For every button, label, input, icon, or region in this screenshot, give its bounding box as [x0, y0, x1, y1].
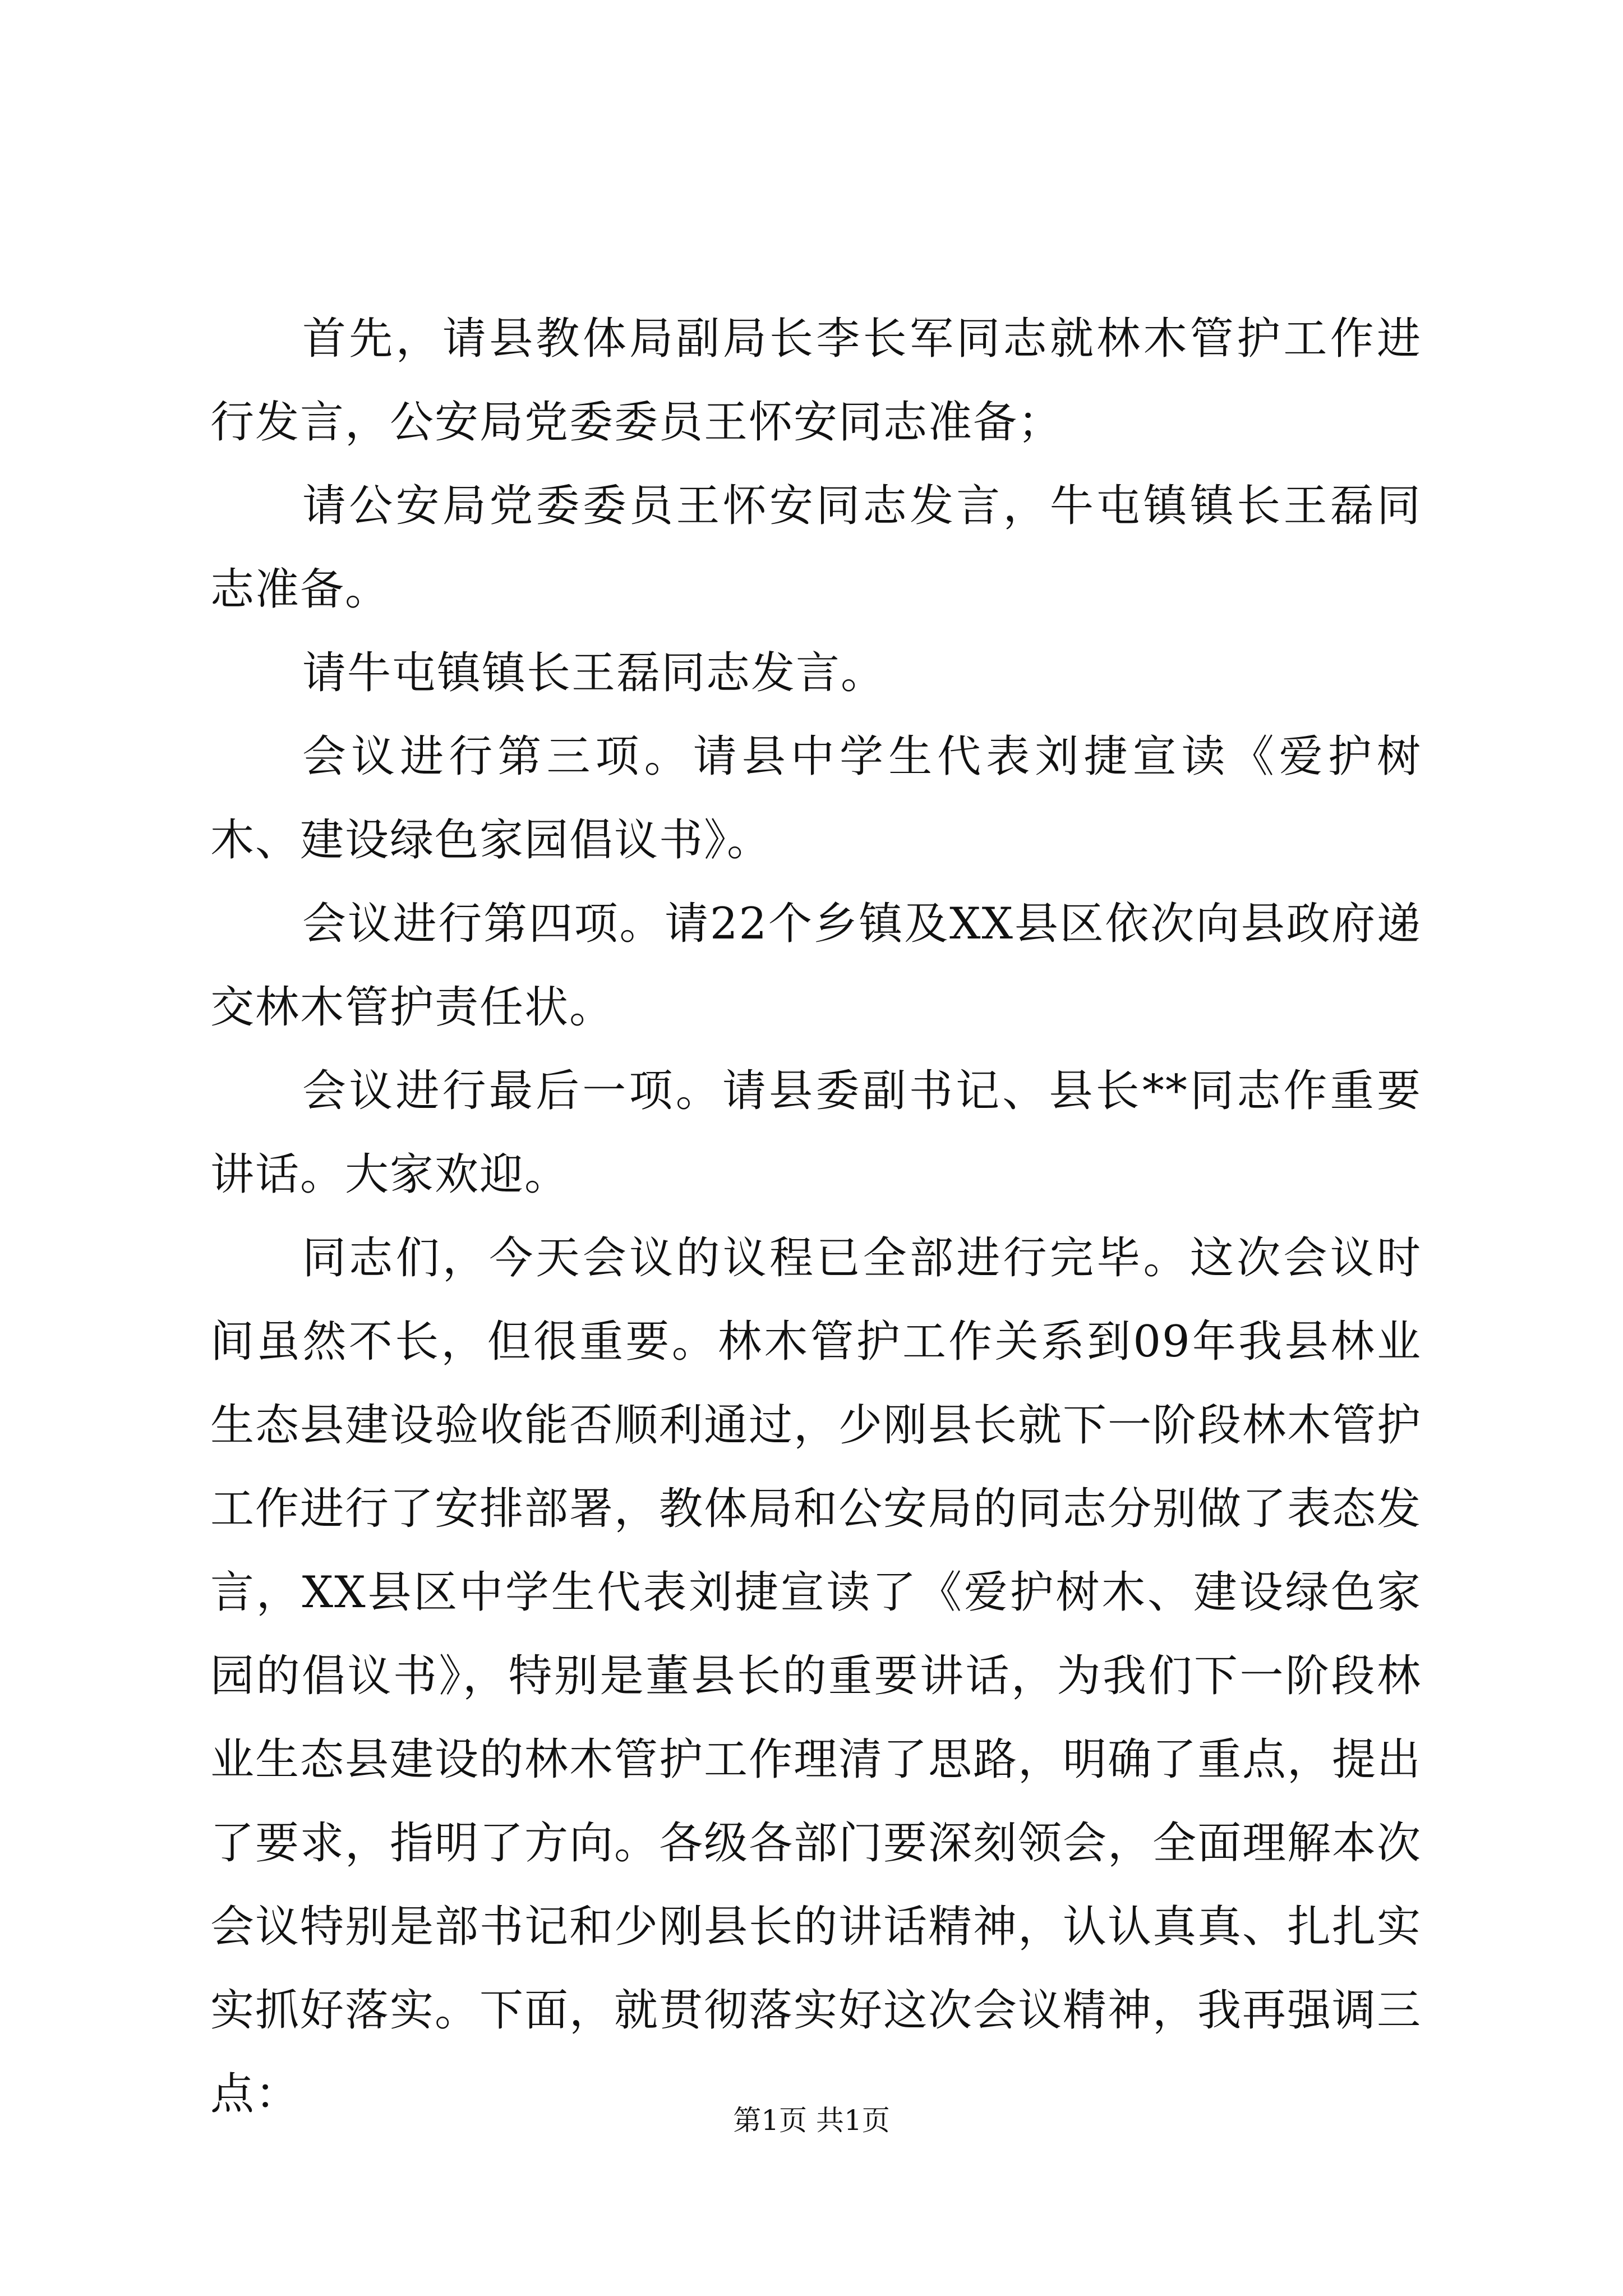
paragraph-town-mayor-speaker: 请牛屯镇镇长王磊同志发言。 — [302, 648, 886, 698]
paragraph-agenda-final-item: 会议进行最后一项。请县委副书记、县长**同志作重要讲话。大家欢迎。 — [210, 1066, 1422, 1200]
paragraph-agenda-item-three: 会议进行第三项。请县中学生代表刘捷宣读《爱护树木、建设绿色家园倡议书》。 — [210, 731, 1422, 866]
page-footer: 第1页 共1页 — [733, 2104, 890, 2137]
paragraph-agenda-item-four: 会议进行第四项。请22个乡镇及XX县区依次向县政府递交林木管护责任状。 — [210, 899, 1422, 1033]
paragraph-opening-speakers: 首先，请县教体局副局长李长军同志就林木管护工作进行发言，公安局党委委员王怀安同志准备； — [210, 314, 1422, 448]
paragraph-closing-summary: 同志们，今天会议的议程已全部进行完毕。这次会议时间虽然不长，但很重要。林木管护工作关系到09年我县林业生态县建设验收能否顺利通过，少刚县长就下一阶段林木管护工作进行了安排部署，教体局和公安局的同志分别做了表态发言，XX县区中学生代表刘捷宣读了《爱护树木、建设绿色家园的倡议书》，特别是董县长的重要讲话，为我们下一阶段林业生态县建设的林木管护工作理清了思路，明确了重点，提出了要求，指明了方向。各级各部门要深刻领会，全面理解本次会议特别是部书记和少刚县长的讲话精神，认认真真、扎扎实实抓好落实。下面，就贯彻落实好这次会议精神，我再强调三点： — [210, 1233, 1422, 2119]
document-body — [210, 297, 1422, 2136]
paragraph-public-security-speaker: 请公安局党委委员王怀安同志发言，牛屯镇镇长王磊同志准备。 — [210, 481, 1422, 615]
